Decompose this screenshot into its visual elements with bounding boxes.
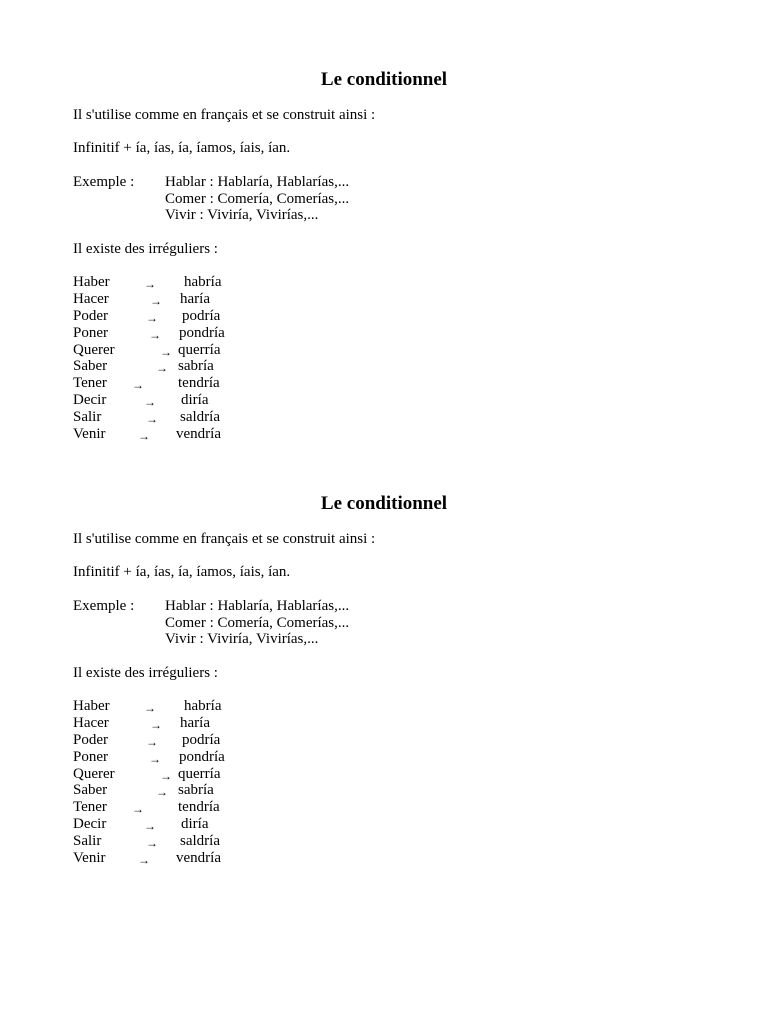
example-item: Vivir : Viviría, Vivirías,... [165,631,319,647]
conditional-form: diría [181,392,209,408]
arrow-icon: → [160,769,172,783]
arrow-icon: → [146,735,158,749]
conditional-form: vendría [176,426,221,442]
arrow-icon: → [138,853,150,867]
infinitive: Hacer [73,715,109,731]
conditional-form: pondría [179,325,225,341]
example-item: Vivir : Viviría, Vivirías,... [165,207,319,223]
conditional-form: tendría [178,375,220,391]
conditional-form: diría [181,816,209,832]
conditional-form: saldría [180,833,220,849]
infinitive: Poner [73,325,108,341]
arrow-icon: → [144,819,156,833]
infinitive: Decir [73,392,107,408]
section-title: Le conditionnel [320,493,448,514]
conditional-form: sabría [178,358,214,374]
conditional-form: pondría [179,749,225,765]
infinitive: Venir [73,850,106,866]
intro-text: Il s'utilise comme en français et se construit ainsi : [73,107,376,123]
infinitive: Poner [73,749,108,765]
arrow-icon: → [160,345,172,359]
arrow-icon: → [156,361,168,375]
conditional-form: podría [182,732,221,748]
arrow-icon: → [146,311,158,325]
arrow-icon: → [150,294,162,308]
infinitive: Saber [73,782,108,798]
infinitive: Poder [73,732,108,748]
infinitive: Haber [73,274,110,290]
arrow-icon: → [146,412,158,426]
conditional-form: haría [180,715,210,731]
formula-text: Infinitif + ía, ías, ía, íamos, íais, ían. [73,140,291,156]
example-item: Comer : Comería, Comerías,... [165,615,350,631]
infinitive: Poder [73,308,108,324]
arrow-icon: → [144,701,156,715]
arrow-icon: → [146,836,158,850]
conditional-form: podría [182,308,221,324]
infinitive: Haber [73,698,110,714]
conditional-form: vendría [176,850,221,866]
conditional-form: querría [178,342,221,358]
example-label: Exemple : [73,598,135,614]
conditional-form: sabría [178,782,214,798]
example-item: Comer : Comería, Comerías,... [165,191,350,207]
conditional-form: tendría [178,799,220,815]
infinitive: Querer [73,766,115,782]
example-item: Hablar : Hablaría, Hablarías,... [165,174,350,190]
arrow-icon: → [132,802,144,816]
arrow-icon: → [132,378,144,392]
infinitive: Tener [73,375,107,391]
arrow-icon: → [138,429,150,443]
conditional-form: haría [180,291,210,307]
intro-text: Il s'utilise comme en français et se construit ainsi : [73,531,376,547]
irregular-heading: Il existe des irréguliers : [73,665,218,681]
arrow-icon: → [149,752,161,766]
section-title: Le conditionnel [320,69,448,90]
conditional-form: habría [184,274,222,290]
example-item: Hablar : Hablaría, Hablarías,... [165,598,350,614]
infinitive: Hacer [73,291,109,307]
conditional-form: querría [178,766,221,782]
infinitive: Salir [73,833,102,849]
conditional-form: habría [184,698,222,714]
infinitive: Tener [73,799,107,815]
arrow-icon: → [144,277,156,291]
example-label: Exemple : [73,174,135,190]
arrow-icon: → [156,785,168,799]
infinitive: Decir [73,816,107,832]
formula-text: Infinitif + ía, ías, ía, íamos, íais, ían. [73,564,291,580]
infinitive: Saber [73,358,108,374]
infinitive: Querer [73,342,115,358]
arrow-icon: → [144,395,156,409]
infinitive: Venir [73,426,106,442]
arrow-icon: → [150,718,162,732]
conditional-form: saldría [180,409,220,425]
infinitive: Salir [73,409,102,425]
irregular-heading: Il existe des irréguliers : [73,241,218,257]
arrow-icon: → [149,328,161,342]
